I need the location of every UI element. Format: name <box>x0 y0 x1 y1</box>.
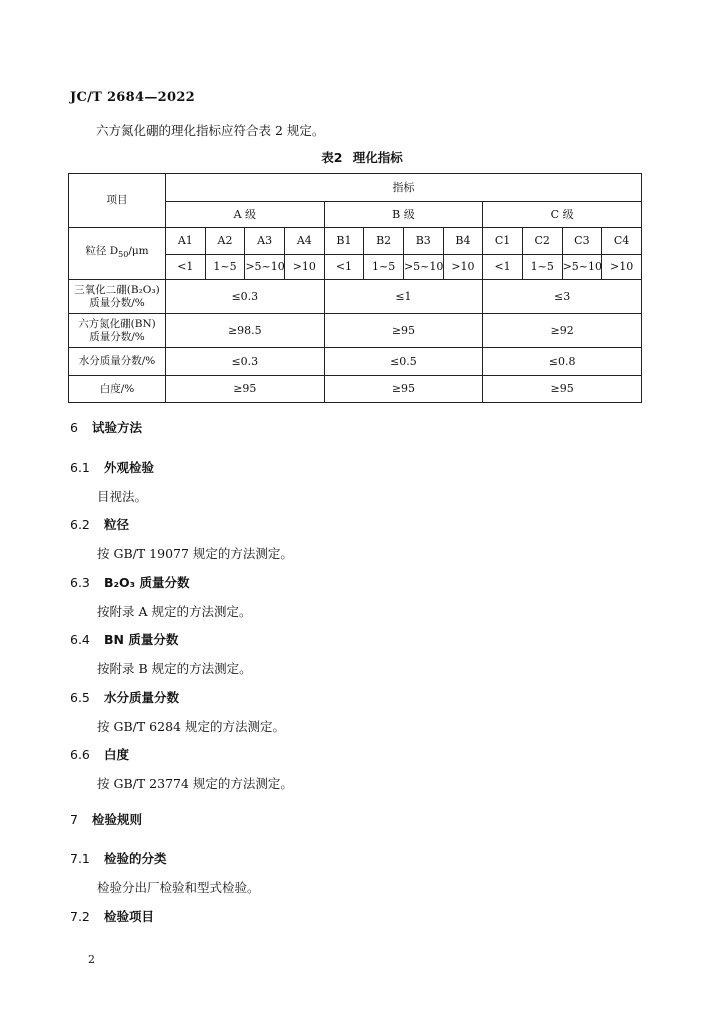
table-row <box>69 348 642 376</box>
section-body: 目视法。 <box>97 489 148 504</box>
section-heading <box>70 810 142 828</box>
section-body: 按 GB/T 6284 规定的方法测定。 <box>97 719 285 734</box>
grade-code-cell: C2 <box>522 228 562 255</box>
section-number: 7.2 <box>70 909 90 924</box>
value-cell: ≤0.5 <box>324 348 483 376</box>
grade-code-cell: A3 <box>245 228 285 255</box>
table-row <box>69 280 642 314</box>
page-number: 2 <box>88 953 95 966</box>
particle-range-cell: <1 <box>324 255 364 280</box>
value-cell: ≥95 <box>483 376 642 403</box>
grade-c-header: C 级 <box>483 202 642 228</box>
grade-code-cell: C1 <box>483 228 523 255</box>
table-title <box>0 148 724 166</box>
value-cell: ≤0.8 <box>483 348 642 376</box>
section-heading <box>70 688 179 706</box>
particle-label-text: 粒径 D <box>85 245 119 258</box>
section-number: 6.4 <box>70 632 90 647</box>
section-body: 按 GB/T 23774 规定的方法测定。 <box>97 776 293 791</box>
table-row <box>69 314 642 348</box>
table-row <box>69 376 642 403</box>
value-cell: ≥92 <box>483 314 642 348</box>
grade-code-cell: A2 <box>205 228 245 255</box>
particle-label-sub: 50 <box>118 250 129 260</box>
particle-range-cell: >10 <box>443 255 483 280</box>
grade-code-cell: B2 <box>364 228 404 255</box>
section-title: 试验方法 <box>92 420 143 435</box>
particle-range-cell: >10 <box>602 255 642 280</box>
row-label-line: 白度/% <box>99 382 135 395</box>
particle-range-cell: >10 <box>284 255 324 280</box>
value-cell: ≥95 <box>166 376 325 403</box>
row-label <box>69 314 166 348</box>
row-label-line: 三氧化二硼(B₂O₃) <box>74 283 160 296</box>
row-label <box>69 280 166 314</box>
standard-code: JC/T 2684—2022 <box>70 90 196 105</box>
grade-code-cell: B1 <box>324 228 364 255</box>
section-number: 6.2 <box>70 517 90 532</box>
grade-code-cell: A4 <box>284 228 324 255</box>
section-title: BN 质量分数 <box>104 632 179 647</box>
section-body: 检验分出厂检验和型式检验。 <box>97 880 260 895</box>
particle-range-cell: 1~5 <box>364 255 404 280</box>
value-cell: ≤0.3 <box>166 348 325 376</box>
row-label-line: 质量分数/% <box>89 296 145 309</box>
row-label-line: 质量分数/% <box>89 330 145 343</box>
header-indicator: 指标 <box>166 174 642 202</box>
section-heading <box>70 458 154 476</box>
particle-label-unit: /μm <box>128 245 149 258</box>
section-heading <box>70 907 154 925</box>
section-number: 6.5 <box>70 690 90 705</box>
section-heading <box>70 573 189 591</box>
row-label <box>69 348 166 376</box>
section-title: 外观检验 <box>104 460 155 475</box>
physicochemical-table <box>68 173 642 403</box>
particle-range-cell: >5~10 <box>562 255 602 280</box>
header-item: 项目 <box>69 174 166 228</box>
intro-paragraph: 六方氮化硼的理化指标应符合表 2 规定。 <box>96 123 325 138</box>
grade-code-cell: C4 <box>602 228 642 255</box>
grade-code-cell: B4 <box>443 228 483 255</box>
table-name: 理化指标 <box>352 150 403 165</box>
section-heading <box>70 745 129 763</box>
section-title: B₂O₃ 质量分数 <box>104 575 190 590</box>
row-label <box>69 376 166 403</box>
section-title: 粒径 <box>104 517 130 532</box>
particle-range-cell: 1~5 <box>522 255 562 280</box>
particle-size-label <box>69 228 166 280</box>
section-heading <box>70 418 142 436</box>
grade-code-cell: C3 <box>562 228 602 255</box>
section-number: 6.1 <box>70 460 90 475</box>
section-title: 水分质量分数 <box>104 690 180 705</box>
grade-a-header: A 级 <box>166 202 325 228</box>
section-title: 检验规则 <box>92 812 143 827</box>
section-number: 6 <box>70 420 78 435</box>
section-title: 检验项目 <box>104 909 155 924</box>
value-cell: ≥98.5 <box>166 314 325 348</box>
particle-range-cell: <1 <box>166 255 206 280</box>
section-heading <box>70 849 167 867</box>
value-cell: ≤1 <box>324 280 483 314</box>
section-number: 7 <box>70 812 78 827</box>
particle-range-cell: 1~5 <box>205 255 245 280</box>
section-body: 按附录 B 规定的方法测定。 <box>97 661 252 676</box>
value-cell: ≤3 <box>483 280 642 314</box>
section-number: 6.3 <box>70 575 90 590</box>
particle-range-cell: >5~10 <box>245 255 285 280</box>
row-label-line: 水分质量分数/% <box>78 355 156 367</box>
grade-b-header: B 级 <box>324 202 483 228</box>
section-body: 按附录 A 规定的方法测定。 <box>97 604 252 619</box>
particle-range-cell: >5~10 <box>403 255 443 280</box>
grade-code-cell: B3 <box>403 228 443 255</box>
section-title: 白度 <box>104 747 130 762</box>
section-title: 检验的分类 <box>104 851 167 866</box>
section-body: 按 GB/T 19077 规定的方法测定。 <box>97 546 293 561</box>
row-label-line: 六方氮化硼(BN) <box>78 317 156 330</box>
value-cell: ≥95 <box>324 376 483 403</box>
value-cell: ≥95 <box>324 314 483 348</box>
grade-code-cell: A1 <box>166 228 206 255</box>
section-number: 7.1 <box>70 851 90 866</box>
value-cell: ≤0.3 <box>166 280 325 314</box>
section-heading <box>70 630 178 648</box>
table-number: 表2 <box>321 150 343 165</box>
section-number: 6.6 <box>70 747 90 762</box>
section-heading <box>70 515 129 533</box>
particle-range-cell: <1 <box>483 255 523 280</box>
